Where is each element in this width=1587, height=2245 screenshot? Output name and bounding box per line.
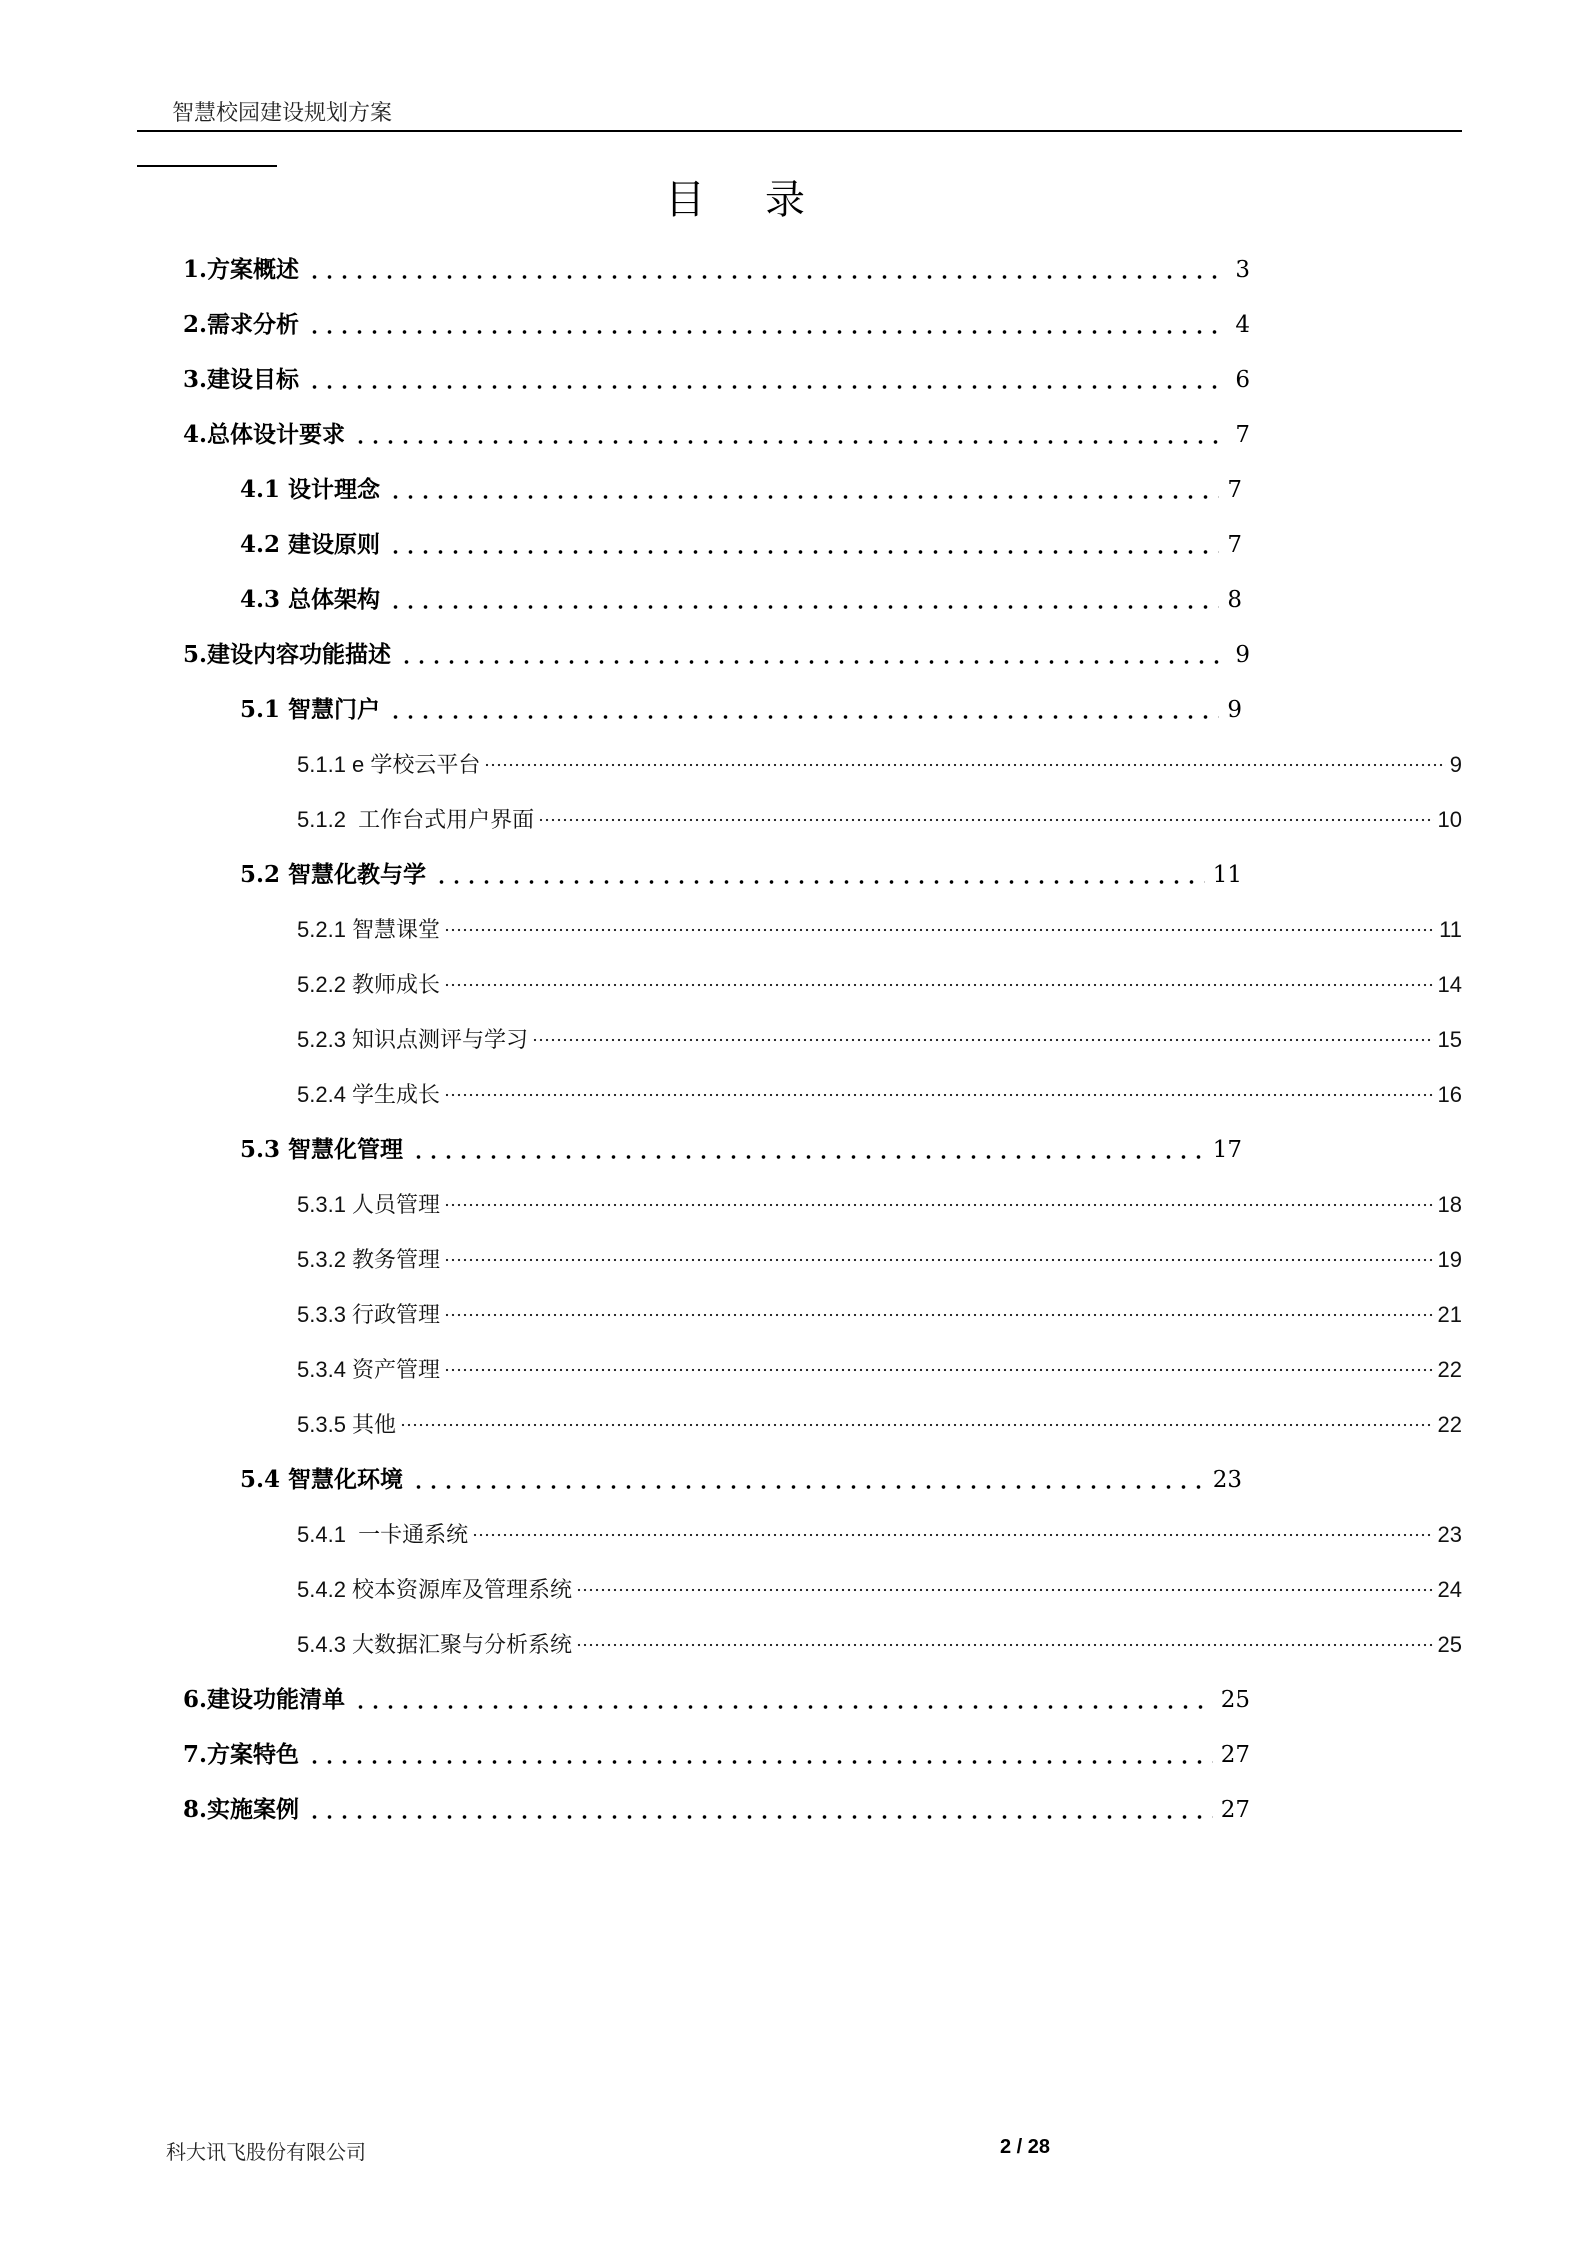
toc-entry-label: 5.2.1 智慧课堂 [297,917,441,942]
toc-entry-label: 5.1.2 工作台式用户界面 [297,807,535,832]
dot-leader [307,275,1227,279]
toc-entry-label: 1.方案概述 [183,256,300,283]
toc-entry-page: 9 [1235,642,1250,668]
toc-entry-page: 19 [1437,1247,1462,1272]
dot-leader [307,1760,1213,1764]
footer-company: 科大讯飞股份有限公司 [166,2140,366,2164]
toc-entry[interactable] [297,1572,1462,1608]
dot-leader [411,1485,1205,1489]
toc-entry-label: 5.2.4 学生成长 [297,1082,441,1107]
toc-entry-page: 25 [1220,1687,1250,1713]
toc-entry-page: 8 [1227,587,1242,613]
toc-entry-page: 27 [1220,1797,1250,1823]
dot-leader [444,1258,1433,1262]
dot-leader [472,1533,1433,1537]
toc-entry[interactable] [240,1462,1242,1498]
toc-entry[interactable] [183,417,1250,453]
toc-entry[interactable] [183,307,1250,343]
toc-entry[interactable] [240,472,1242,508]
toc-entry-label: 5.1.1 e 学校云平台 [297,752,481,777]
toc-entry[interactable] [183,362,1250,398]
toc-entry-page: 9 [1227,697,1242,723]
toc-entry-label: 4.2 建设原则 [240,531,381,558]
toc-entry-page: 11 [1439,917,1462,942]
dot-leader [399,660,1227,664]
dot-leader [444,928,1435,932]
toc-entry[interactable] [297,1242,1462,1278]
toc-entry[interactable] [297,1022,1462,1058]
toc-entry-page: 7 [1235,422,1250,448]
toc-entry[interactable] [183,1682,1250,1718]
toc-entry-label: 5.4.3 大数据汇聚与分析系统 [297,1632,573,1657]
toc-entry-label: 5.4 智慧化环境 [240,1466,404,1493]
dot-leader [444,1093,1433,1097]
toc-entry-label: 5.3.3 行政管理 [297,1302,441,1327]
toc-entry-label: 5.4.2 校本资源库及管理系统 [297,1577,573,1602]
toc-entry-label: 2.需求分析 [183,311,300,338]
toc-entry[interactable] [297,912,1462,948]
toc-entry-page: 7 [1227,532,1242,558]
toc-entry-page: 17 [1212,1137,1242,1163]
toc-entry[interactable] [183,637,1250,673]
toc-entry-page: 24 [1437,1577,1462,1602]
dot-leader [353,440,1227,444]
dot-leader [538,818,1433,822]
toc-entry[interactable] [297,1077,1462,1113]
toc-entry-label: 4.1 设计理念 [240,476,381,503]
toc-entry-label: 5.3 智慧化管理 [240,1136,404,1163]
dot-leader [388,715,1219,719]
toc-entry-page: 25 [1437,1632,1462,1657]
dot-leader [532,1038,1433,1042]
toc-entry-page: 10 [1437,807,1462,832]
toc-entry-page: 11 [1212,862,1242,888]
dot-leader [444,983,1433,987]
toc-entry-page: 9 [1449,752,1462,777]
toc-entry-page: 22 [1437,1357,1462,1382]
toc-entry[interactable] [183,1737,1250,1773]
toc-entry-label: 5.2.3 知识点测评与学习 [297,1027,529,1052]
toc-entry-label: 5.1 智慧门户 [240,696,381,723]
dot-leader [353,1705,1213,1709]
toc-entry[interactable] [297,1187,1462,1223]
toc-entry[interactable] [240,1132,1242,1168]
toc-entry[interactable] [240,582,1242,618]
toc-entry-page: 18 [1437,1192,1462,1217]
dot-leader [388,495,1219,499]
toc-entry-label: 5.3.2 教务管理 [297,1247,441,1272]
toc-entry-page: 21 [1437,1302,1462,1327]
toc-entry-page: 15 [1437,1027,1462,1052]
toc-entry[interactable] [240,527,1242,563]
toc-entry[interactable] [297,1627,1462,1663]
toc-title: 目录 [665,177,865,223]
toc-entry-page: 7 [1227,477,1242,503]
toc-entry-page: 14 [1437,972,1462,997]
dot-leader [484,763,1445,767]
dot-leader [576,1588,1433,1592]
short-rule [137,165,277,167]
toc-entry-label: 8.实施案例 [183,1796,300,1823]
toc-entry[interactable] [240,857,1242,893]
toc-entry-label: 4.总体设计要求 [183,421,346,448]
toc-entry-page: 4 [1235,312,1250,338]
toc-entry-page: 6 [1235,367,1250,393]
toc-entry-label: 5.3.5 其他 [297,1412,397,1437]
toc-entry-page: 22 [1437,1412,1462,1437]
toc-entry-page: 27 [1220,1742,1250,1768]
dot-leader [388,550,1219,554]
toc-entry-label: 6.建设功能清单 [183,1686,346,1713]
dot-leader [307,385,1227,389]
toc-entry-label: 5.2 智慧化教与学 [240,861,427,888]
toc-entry-label: 5.2.2 教师成长 [297,972,441,997]
dot-leader [307,1815,1213,1819]
dot-leader [434,880,1205,884]
toc-entry[interactable] [297,802,1462,838]
dot-leader [576,1643,1433,1647]
toc-entry[interactable] [297,1407,1462,1443]
toc-entry-page: 3 [1235,257,1250,283]
footer-page-indicator: 2 / 28 [1000,2136,1051,2158]
header-rule [137,130,1462,132]
toc-entry-page: 16 [1437,1082,1462,1107]
toc-entry-label: 5.建设内容功能描述 [183,641,392,668]
toc-entry-label: 7.方案特色 [183,1741,300,1768]
toc-entry-label: 5.4.1 一卡通系统 [297,1522,469,1547]
dot-leader [444,1313,1433,1317]
toc-entry[interactable] [297,967,1462,1003]
toc-entry-label: 4.3 总体架构 [240,586,381,613]
toc-entry[interactable] [297,747,1462,783]
toc-entry-label: 3.建设目标 [183,366,300,393]
dot-leader [444,1203,1433,1207]
dot-leader [388,605,1219,609]
dot-leader [400,1423,1433,1427]
toc-entry[interactable] [297,1517,1462,1553]
toc-entry[interactable] [297,1297,1462,1333]
toc-entry[interactable] [240,692,1242,728]
toc-entry-label: 5.3.1 人员管理 [297,1192,441,1217]
toc-entry-page: 23 [1212,1467,1242,1493]
toc-entry[interactable] [183,1792,1250,1828]
toc-entry[interactable] [183,252,1250,288]
toc-entry-page: 23 [1437,1522,1462,1547]
dot-leader [444,1368,1433,1372]
dot-leader [411,1155,1205,1159]
toc-entry[interactable] [297,1352,1462,1388]
dot-leader [307,330,1227,334]
running-header-title: 智慧校园建设规划方案 [172,101,393,126]
toc-entry-label: 5.3.4 资产管理 [297,1357,441,1382]
